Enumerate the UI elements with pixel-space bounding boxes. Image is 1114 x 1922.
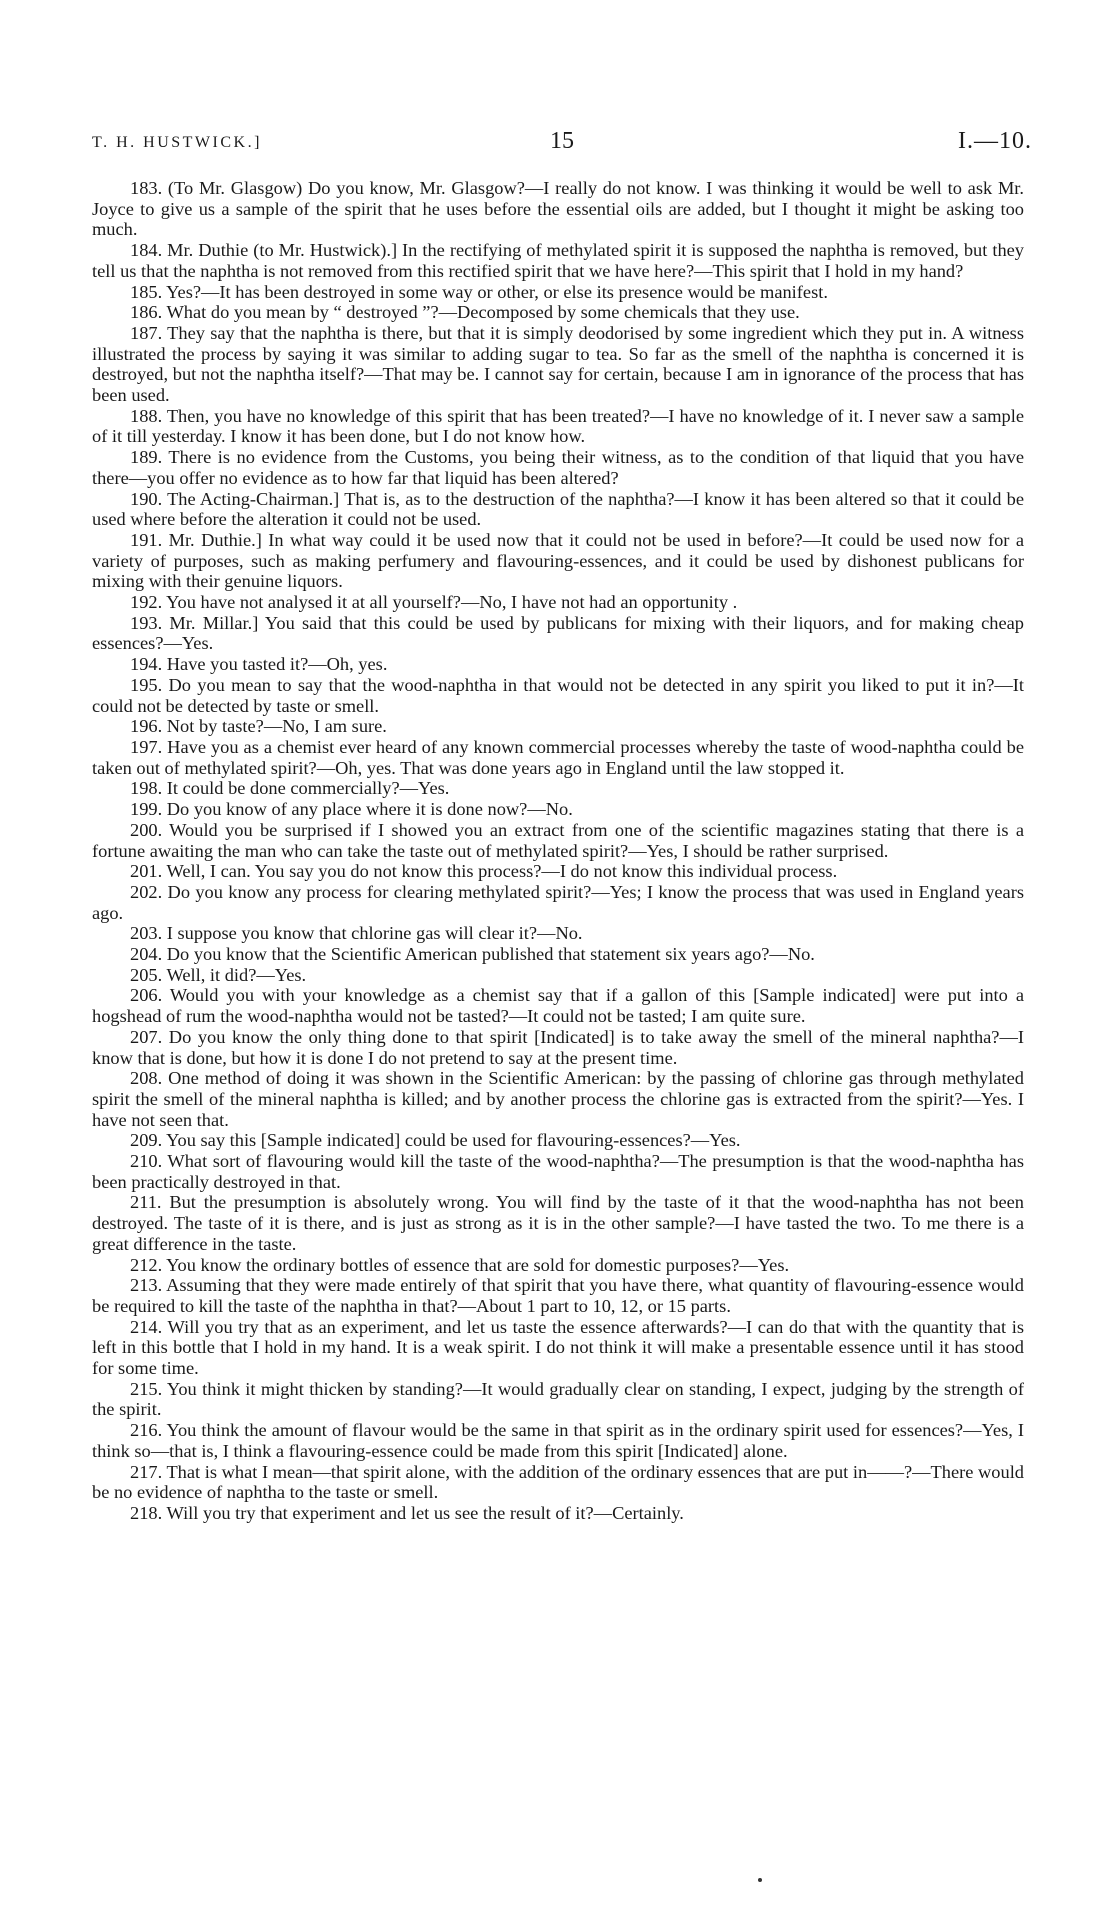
paragraph: 194. Have you tasted it?—Oh, yes. — [130, 654, 388, 675]
paragraph: 206. Would you with your knowledge as a chemist say that if a gallon of this [Sample indicated] were put into a hogshead of rum the wood-naphtha would not be tasted?—It could not be tasted; I am quite sure. — [92, 985, 1024, 1027]
paragraph: 192. You have not analysed it at all yourself?—No, I have not had an opportunity . — [130, 592, 738, 613]
paragraph: 198. It could be done commercially?—Yes. — [130, 778, 450, 799]
document-reference: I.—10. — [958, 128, 1032, 154]
testimony-body — [92, 178, 1024, 1524]
paragraph: 210. What sort of flavouring would kill the taste of the wood-naphtha?—The presumption is that the wood-naphtha has been practically destroyed in that. — [92, 1151, 1024, 1192]
paragraph: 208. One method of doing it was shown in the Scientific American: by the passing of chlorine gas through methylated spirit the smell of the mineral naphtha is killed; and by another process the chlorine gas is extracted from the spirit?—Yes. I have not seen that. — [92, 1068, 1024, 1130]
paragraph: 187. They say that the naphtha is there, but that it is simply deodorised by some ingredient which they put in. A witness illustrated the process by saying it was similar to adding sugar to tea. So far as the smell of the naphtha is concerned it is destroyed, but not the naphtha itself?—That may be. I cannot say for certain, because I am in ignorance of the process that has been used. — [92, 322, 1024, 406]
paragraph: 200. Would you be surprised if I showed you an extract from one of the scientific magazines stating that there is a fortune awaiting the man who can take the taste out of methylated spirit?—Yes, I should be rather surprised. — [92, 819, 1024, 861]
paragraph: 209. You say this [Sample indicated] could be used for flavouring-essences?—Yes. — [130, 1130, 741, 1151]
paragraph: 201. Well, I can. You say you do not know this process?—I do not know this individual process. — [130, 861, 838, 882]
ink-speck — [758, 1878, 762, 1882]
paragraph: 216. You think the amount of flavour would be the same in that spirit as in the ordinary spirit used for essences?—Yes, I think so—that is, I think a flavouring-essence could be made from this spirit [Indicated] alone. — [92, 1420, 1024, 1461]
paragraph: 205. Well, it did?—Yes. — [130, 964, 307, 985]
paragraph: 195. Do you mean to say that the wood-naphtha in that would not be detected in any spirit you liked to put it in?—It could not be detected by taste or smell. — [92, 674, 1024, 716]
paragraph: 203. I suppose you know that chlorine gas will clear it?—No. — [130, 923, 583, 944]
paragraph: 207. Do you know the only thing done to that spirit [Indicated] is to take away the smell of the mineral naphtha?—I know that is done, but how it is done I do not pretend to say at the present time. — [92, 1026, 1024, 1068]
page-number: 15 — [550, 128, 574, 154]
paragraph: 190. The Acting-Chairman.] That is, as to the destruction of the naphtha?—I know it has been altered so that it could be used where before the alteration it could not be used. — [92, 488, 1024, 530]
paragraph: 199. Do you know of any place where it is done now?—No. — [130, 799, 573, 820]
paragraph: 184. Mr. Duthie (to Mr. Hustwick).] In the rectifying of methylated spirit it is supposed the naphtha is removed, but they tell us that the naphtha is not removed from this rectified spirit that we have here?—This spirit that I hold in my hand? — [92, 240, 1024, 281]
paragraph: 191. Mr. Duthie.] In what way could it be used now that it could not be used in before?—It could be used now for a variety of purposes, such as making perfumery and flavouring-essences, and it could be used by dishonest publicans for mixing with their genuine liquors. — [92, 529, 1024, 592]
page-header — [92, 128, 1032, 158]
paragraph: 197. Have you as a chemist ever heard of any known commercial processes whereby the taste of wood-naphtha could be taken out of methylated spirit?—Oh, yes. That was done years ago in England until the law stopped it. — [92, 736, 1024, 778]
paragraph: 193. Mr. Millar.] You said that this could be used by publicans for mixing with their liquors, and for making cheap essences?—Yes. — [92, 612, 1024, 654]
paragraph: 214. Will you try that as an experiment, and let us taste the essence afterwards?—I can do that with the quantity that is left in this bottle that I hold in my hand. It is a weak spirit. I do not think it will make a presentable essence until it has stood for some time. — [92, 1316, 1024, 1379]
paragraph: 196. Not by taste?—No, I am sure. — [130, 716, 387, 737]
paragraph: 186. What do you mean by “ destroyed ”?—Decomposed by some chemicals that they use. — [130, 302, 800, 323]
witness-name: T. H. HUSTWICK.] — [92, 134, 262, 151]
paragraph: 218. Will you try that experiment and let us see the result of it?—Certainly. — [130, 1503, 684, 1523]
paragraph: 183. (To Mr. Glasgow) Do you know, Mr. Glasgow?—I really do not know. I was thinking it would be well to ask Mr. Joyce to give us a sample of the spirit that he uses before the essential oils are added, but I thought it might be asking too much. — [92, 178, 1024, 240]
paragraph: 189. There is no evidence from the Customs, you being their witness, as to the condition of that liquid that you have there—you offer no evidence as to how far that liquid has been altered? — [92, 447, 1024, 488]
paragraph: 212. You know the ordinary bottles of essence that are sold for domestic purposes?—Yes. — [130, 1254, 790, 1275]
paragraph: 185. Yes?—It has been destroyed in some way or other, or else its presence would be manifest. — [130, 281, 828, 302]
paragraph: 217. That is what I mean—that spirit alone, with the addition of the ordinary essences that are put in——?—There would be no evidence of naphtha to the taste or smell. — [92, 1461, 1024, 1503]
paragraph: 215. You think it might thicken by standing?—It would gradually clear on standing, I expect, judging by the strength of the spirit. — [92, 1378, 1024, 1420]
paragraph: 213. Assuming that they were made entirely of that spirit that you have there, what quantity of flavouring-essence would be required to kill the taste of the naphtha in that?—About 1 part to 10, 12, or 15 parts. — [92, 1275, 1024, 1316]
paragraph: 188. Then, you have no knowledge of this spirit that has been treated?—I have no knowledge of it. I never saw a sample of it till yesterday. I know it has been done, but I do not know how. — [92, 405, 1024, 447]
paragraph: 202. Do you know any process for clearing methylated spirit?—Yes; I know the process that was used in England years ago. — [92, 881, 1024, 923]
paragraph: 204. Do you know that the Scientific American published that statement six years ago?—No. — [130, 944, 815, 965]
paragraph: 211. But the presumption is absolutely wrong. You will find by the taste of it that the wood-naphtha has not been destroyed. The taste of it is there, and is just as strong as it is in the other sample?—I have tasted the two. To me there is a great difference in the taste. — [92, 1192, 1024, 1254]
